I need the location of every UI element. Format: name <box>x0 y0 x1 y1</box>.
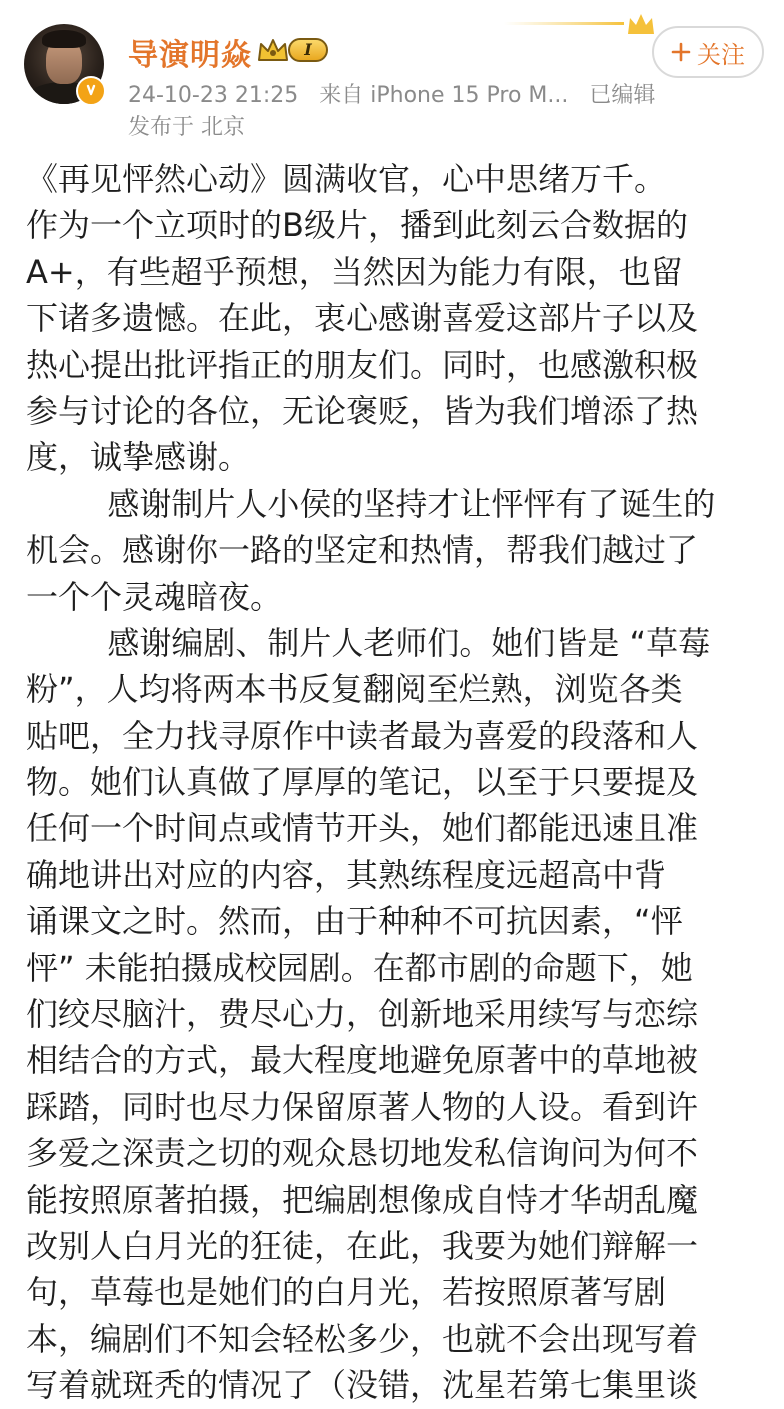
body-line: 确地讲出对应的内容，其熟练程度远超高中背 <box>26 855 667 894</box>
body-line: 感谢制片人小侯的坚持才让怦怦有了诞生的 <box>26 484 716 523</box>
body-line: 相结合的方式，最大程度地避免原著中的草地被 <box>26 1041 699 1080</box>
body-line: 一个个灵魂暗夜。 <box>26 577 283 616</box>
plus-icon <box>671 42 691 62</box>
body-line: 度，诚挚感谢。 <box>26 438 251 477</box>
body-line: 任何一个时间点或情节开头，她们都能迅速且准 <box>26 809 699 848</box>
body-line: 机会。感谢你一路的坚定和热情，帮我们越过了 <box>26 531 699 570</box>
body-line: 本，编剧们不知会轻松多少，也就不会出现写着 <box>26 1319 699 1358</box>
post-body <box>26 156 746 1409</box>
body-line: 句，草莓也是她们的白月光，若按照原著写剧 <box>26 1273 667 1312</box>
username[interactable]: 导演明焱 <box>128 38 252 73</box>
body-line: 贴吧，全力找寻原作中读者最为喜爱的段落和人 <box>26 716 699 755</box>
body-line: 热心提出批评指正的朋友们。同时，也感激积极 <box>26 345 699 384</box>
body-line: 怦” 未能拍摄成校园剧。在都市剧的命题下，她 <box>26 948 693 987</box>
level-number: I <box>288 38 328 62</box>
post-source[interactable]: 来自 iPhone 15 Pro M... <box>319 83 569 108</box>
post-meta <box>128 78 669 109</box>
body-line: 踩踏，同时也尽力保留原著人物的人设。看到许 <box>26 1087 699 1126</box>
body-line: 们绞尽脑汁，费尽心力，创新地采用续写与恋综 <box>26 995 699 1034</box>
crown-icon <box>256 36 290 64</box>
post-timestamp: 24-10-23 21:25 <box>128 83 299 108</box>
body-line: 改别人白月光的狂徒，在此，我要为她们辩解一 <box>26 1226 699 1265</box>
avatar[interactable] <box>24 24 104 104</box>
body-line: 多爱之深责之切的观众恳切地发私信询问为何不 <box>26 1134 699 1173</box>
body-line: 写着就斑秃的情况了（没错，沈星若第七集里谈 <box>26 1366 699 1405</box>
body-line: 感谢编剧、制片人老师们。她们皆是 “草莓 <box>26 623 711 662</box>
body-line: 粉”，人均将两本书反复翻阅至烂熟，浏览各类 <box>26 670 683 709</box>
sparkle-crown-icon <box>504 8 664 38</box>
body-line: 诵课文之时。然而，由于种种不可抗因素，“怦 <box>26 902 683 941</box>
post-location: 发布于 北京 <box>128 115 245 140</box>
body-line: 作为一个立项时的B级片，播到此刻云合数据的 <box>26 206 688 245</box>
edited-label[interactable]: 已编辑 <box>589 83 656 108</box>
body-line: 下诸多遗憾。在此，衷心感谢喜爱这部片子以及 <box>26 299 699 338</box>
body-line: A+，有些超乎预想，当然因为能力有限，也留 <box>26 252 683 291</box>
level-badge[interactable] <box>256 36 330 64</box>
follow-label: 关注 <box>697 40 745 69</box>
body-line: 《再见怦然心动》圆满收官，心中思绪万千。 <box>26 160 667 198</box>
body-line: 能按照原著拍摄，把编剧想像成自恃才华胡乱魔 <box>26 1180 699 1219</box>
body-line: 参与讨论的各位，无论褒贬，皆为我们增添了热 <box>26 391 699 430</box>
post-header <box>0 0 784 150</box>
verified-badge-icon <box>76 76 106 106</box>
follow-button[interactable] <box>652 26 764 78</box>
body-line: 物。她们认真做了厚厚的笔记，以至于只要提及 <box>26 763 699 802</box>
